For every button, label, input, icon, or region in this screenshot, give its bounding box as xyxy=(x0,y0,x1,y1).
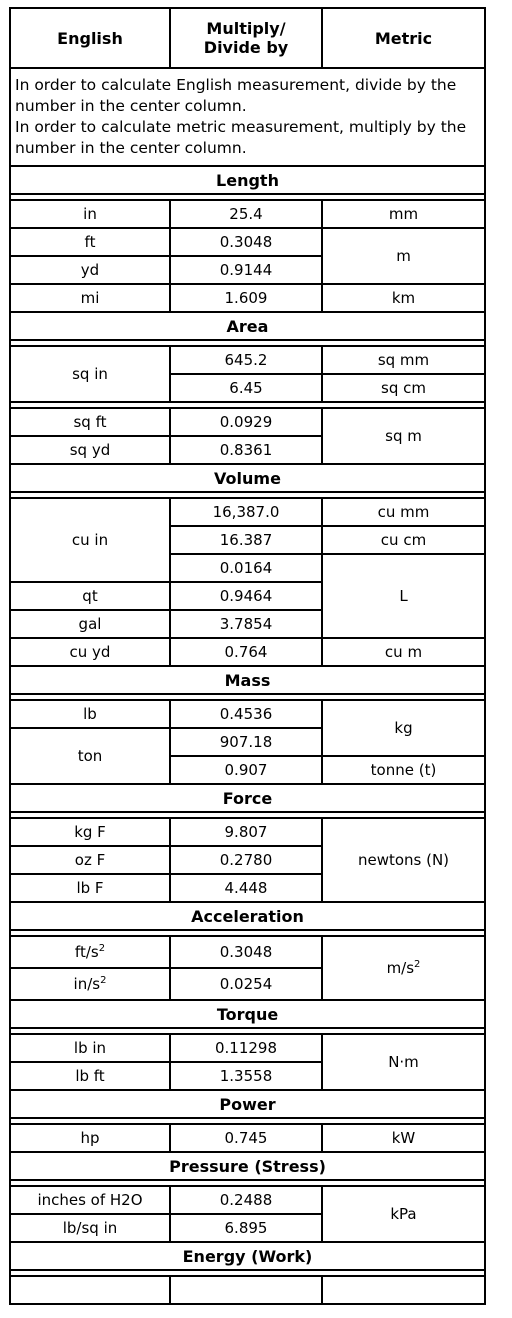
factor: 0.907 xyxy=(170,756,322,784)
english-unit: in xyxy=(10,200,170,228)
english-unit: lb/sq in xyxy=(10,1214,170,1242)
section-area xyxy=(10,312,485,340)
section-title: Mass xyxy=(10,666,485,694)
factor: 0.3048 xyxy=(170,936,322,968)
section-title: Acceleration xyxy=(10,902,485,930)
exponent: 2 xyxy=(100,974,107,986)
factor: 0.9144 xyxy=(170,256,322,284)
section-title: Area xyxy=(10,312,485,340)
section-mass xyxy=(10,666,485,694)
factor: 6.895 xyxy=(170,1214,322,1242)
factor: 0.745 xyxy=(170,1124,322,1152)
english-header: English xyxy=(10,8,170,68)
english-unit: sq ft xyxy=(10,408,170,436)
section-title: Pressure (Stress) xyxy=(10,1152,485,1180)
table-row xyxy=(10,498,485,526)
table-row xyxy=(10,1034,485,1062)
english-unit: oz F xyxy=(10,846,170,874)
english-unit: mi xyxy=(10,284,170,312)
section-title: Force xyxy=(10,784,485,812)
table-row xyxy=(10,700,485,728)
section-title: Energy (Work) xyxy=(10,1242,485,1270)
factor: 1.3558 xyxy=(170,1062,322,1090)
english-unit: ton xyxy=(10,728,170,784)
english-unit: lb in xyxy=(10,1034,170,1062)
table-row xyxy=(10,346,485,374)
metric-unit xyxy=(322,936,485,1000)
exponent: 2 xyxy=(414,958,421,970)
section-title: Torque xyxy=(10,1000,485,1028)
english-unit: inches of H2O xyxy=(10,1186,170,1214)
unit-base: in/s xyxy=(73,974,101,993)
factor: 6.45 xyxy=(170,374,322,402)
section-pressure xyxy=(10,1152,485,1180)
factor: 0.3048 xyxy=(170,228,322,256)
english-unit: lb F xyxy=(10,874,170,902)
section-title: Power xyxy=(10,1090,485,1118)
factor: 0.0164 xyxy=(170,554,322,582)
section-length xyxy=(10,166,485,194)
english-unit: lb ft xyxy=(10,1062,170,1090)
section-power xyxy=(10,1090,485,1118)
header-row xyxy=(10,8,485,68)
metric-unit: cu m xyxy=(322,638,485,666)
metric-unit: sq mm xyxy=(322,346,485,374)
metric-unit: sq cm xyxy=(322,374,485,402)
metric-unit: mm xyxy=(322,200,485,228)
factor: 16,387.0 xyxy=(170,498,322,526)
metric-unit: kPa xyxy=(322,1186,485,1242)
factor: 16.387 xyxy=(170,526,322,554)
table-row xyxy=(10,1186,485,1214)
multiply-header: Multiply/ Divide by xyxy=(170,8,322,68)
metric-unit: km xyxy=(322,284,485,312)
factor: 0.4536 xyxy=(170,700,322,728)
conversion-table xyxy=(9,7,486,1305)
english-unit: cu in xyxy=(10,498,170,582)
table-row xyxy=(10,284,485,312)
table-row xyxy=(10,1276,485,1304)
table-row xyxy=(10,936,485,968)
section-volume xyxy=(10,464,485,492)
section-acceleration xyxy=(10,902,485,930)
exponent: 2 xyxy=(98,942,106,954)
factor: 0.8361 xyxy=(170,436,322,464)
english-unit xyxy=(10,1276,170,1304)
metric-unit: m xyxy=(322,228,485,284)
english-unit: qt xyxy=(10,582,170,610)
factor: 25.4 xyxy=(170,200,322,228)
english-unit: gal xyxy=(10,610,170,638)
english-unit: sq in xyxy=(10,346,170,402)
english-unit: sq yd xyxy=(10,436,170,464)
english-unit xyxy=(10,968,170,1000)
factor: 0.2488 xyxy=(170,1186,322,1214)
factor: 645.2 xyxy=(170,346,322,374)
factor: 1.609 xyxy=(170,284,322,312)
metric-unit: cu cm xyxy=(322,526,485,554)
metric-unit: sq m xyxy=(322,408,485,464)
metric-unit: N·m xyxy=(322,1034,485,1090)
factor: 907.18 xyxy=(170,728,322,756)
metric-unit: kg xyxy=(322,700,485,756)
metric-unit: kW xyxy=(322,1124,485,1152)
factor: 0.9464 xyxy=(170,582,322,610)
table-row xyxy=(10,818,485,846)
english-unit xyxy=(10,936,170,968)
factor: 4.448 xyxy=(170,874,322,902)
metric-unit xyxy=(322,1276,485,1304)
table-row xyxy=(10,408,485,436)
factor xyxy=(170,1276,322,1304)
table-row xyxy=(10,638,485,666)
metric-unit: tonne (t) xyxy=(322,756,485,784)
english-unit: kg F xyxy=(10,818,170,846)
note-row xyxy=(10,68,485,166)
section-force xyxy=(10,784,485,812)
unit-base: m/s xyxy=(386,958,415,977)
english-unit: lb xyxy=(10,700,170,728)
section-title: Volume xyxy=(10,464,485,492)
section-torque xyxy=(10,1000,485,1028)
english-unit: ft xyxy=(10,228,170,256)
english-unit: cu yd xyxy=(10,638,170,666)
factor: 9.807 xyxy=(170,818,322,846)
factor: 3.7854 xyxy=(170,610,322,638)
factor: 0.11298 xyxy=(170,1034,322,1062)
section-title: Length xyxy=(10,166,485,194)
factor: 0.2780 xyxy=(170,846,322,874)
table-row xyxy=(10,1124,485,1152)
metric-unit: cu mm xyxy=(322,498,485,526)
metric-unit: L xyxy=(322,554,485,638)
table-row xyxy=(10,228,485,256)
section-energy xyxy=(10,1242,485,1270)
unit-base: ft/s xyxy=(74,942,99,961)
english-unit: yd xyxy=(10,256,170,284)
factor: 0.764 xyxy=(170,638,322,666)
factor: 0.0254 xyxy=(170,968,322,1000)
instructions-note: In order to calculate English measurement, divide by the number in the center column. In order to calculate metric measurement, multiply by the number in the center column. xyxy=(10,68,485,166)
table-row xyxy=(10,200,485,228)
factor: 0.0929 xyxy=(170,408,322,436)
metric-header: Metric xyxy=(322,8,485,68)
metric-unit: newtons (N) xyxy=(322,818,485,902)
english-unit: hp xyxy=(10,1124,170,1152)
